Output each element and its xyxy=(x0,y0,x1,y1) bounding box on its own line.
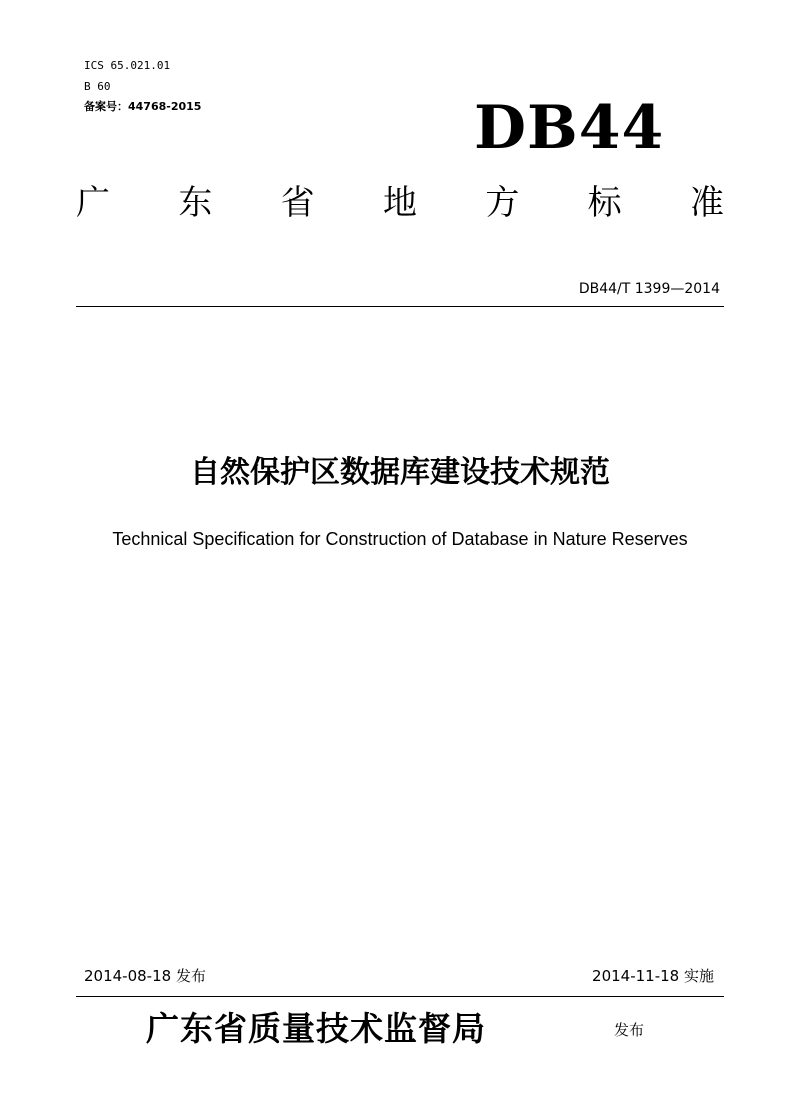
standard-type-char: 东 xyxy=(178,183,213,223)
standard-type-char: 方 xyxy=(485,183,520,223)
title-chinese: 自然保护区数据库建设技术规范 xyxy=(190,455,610,490)
standard-code: DB44/T 1399—2014 xyxy=(578,281,720,297)
implement-date: 2014-11-18 实施 xyxy=(592,967,714,985)
standard-type-char: 标 xyxy=(587,183,622,223)
db44-logo: DB44 xyxy=(474,93,665,163)
title-english: Technical Specification for Construction of Database in Nature Reserves xyxy=(112,529,688,549)
release-date: 2014-08-18 发布 xyxy=(84,967,206,985)
footer-divider xyxy=(76,996,724,997)
ccs-code: B 60 xyxy=(84,80,111,93)
issuer-name: 广东省质量技术监督局 xyxy=(146,1009,486,1048)
standard-type-char: 省 xyxy=(280,183,315,223)
issued-label: 发布 xyxy=(614,1021,645,1039)
standard-type-char: 广 xyxy=(76,183,110,223)
ics-code: ICS 65.021.01 xyxy=(84,59,171,72)
standard-type-char: 准 xyxy=(689,183,724,223)
header-divider xyxy=(76,306,724,307)
filing-number: 备案号：44768-2015 xyxy=(84,100,202,113)
standard-type xyxy=(76,180,724,226)
standard-type-char: 地 xyxy=(382,183,417,223)
